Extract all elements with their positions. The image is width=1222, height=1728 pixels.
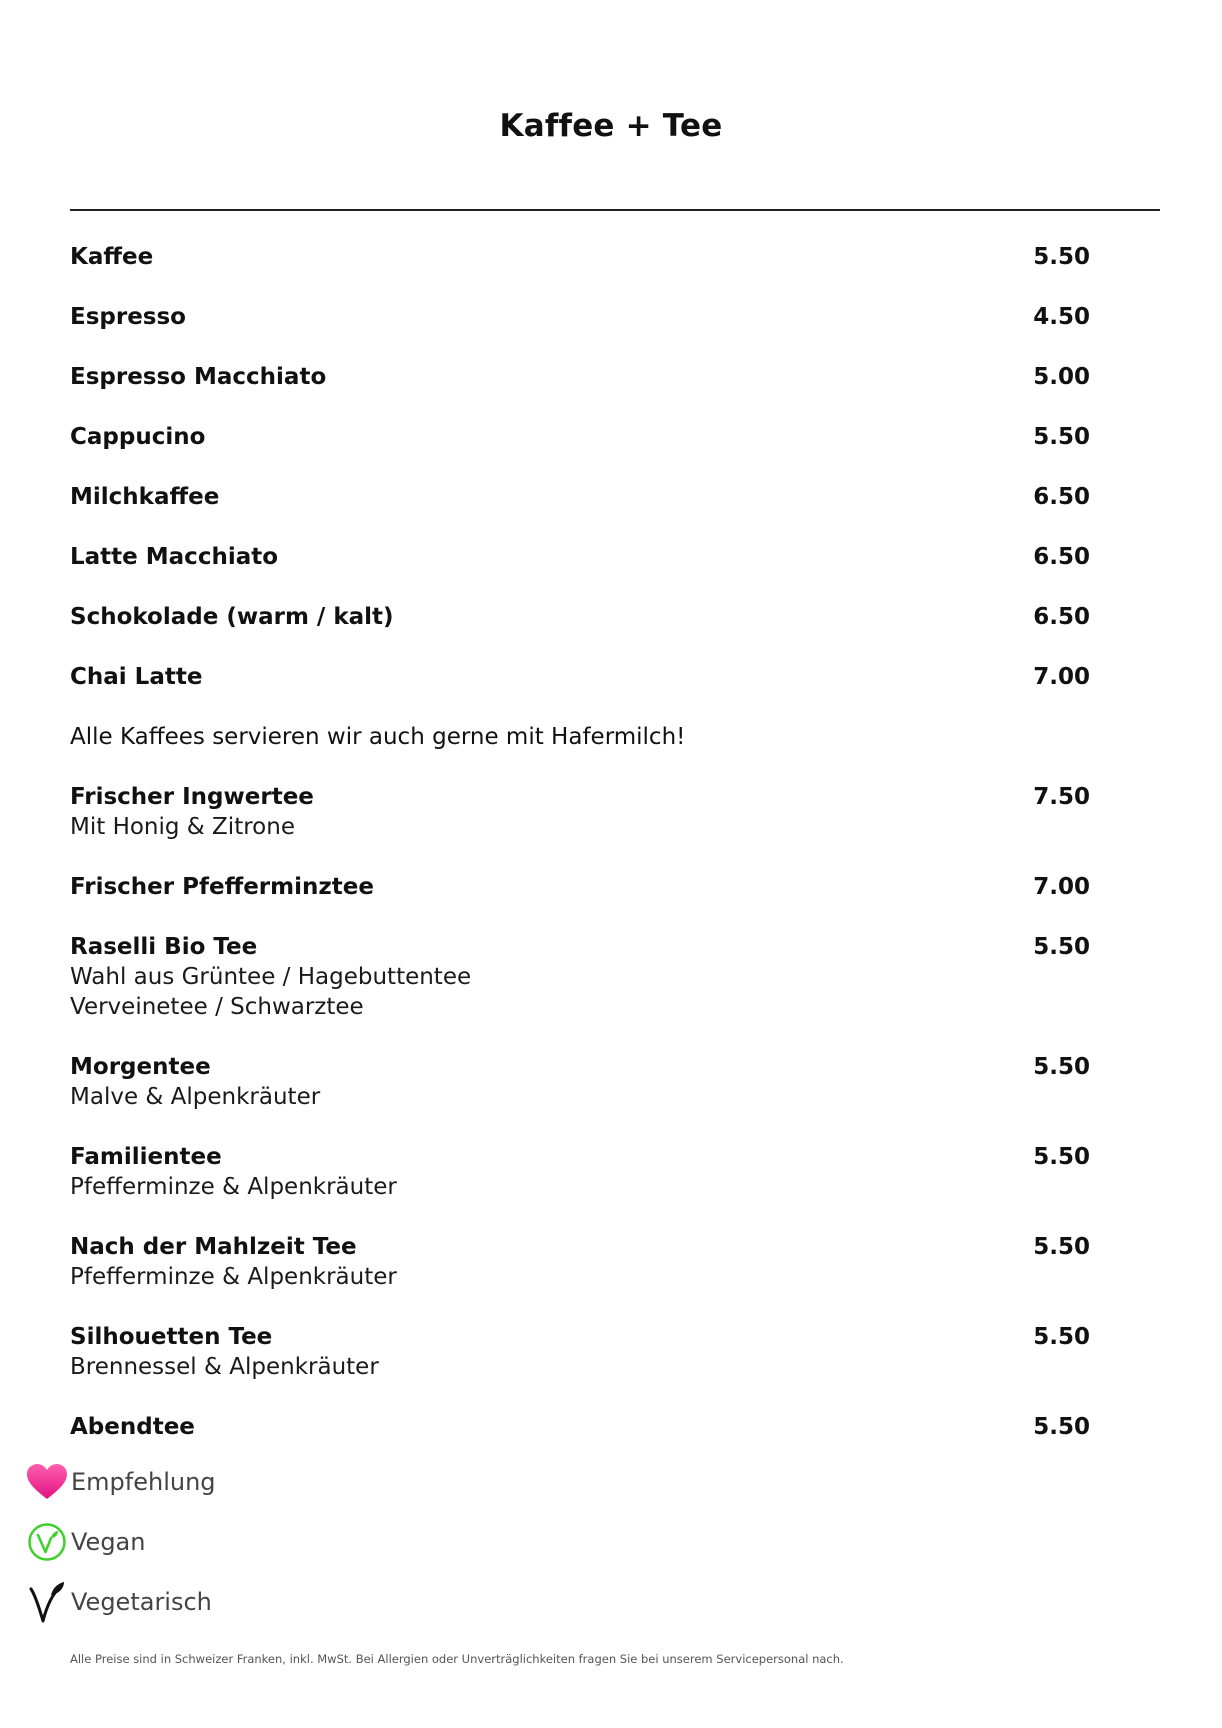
item-price: 5.50	[1033, 244, 1090, 270]
menu-item	[70, 542, 1090, 572]
menu-item	[70, 1232, 1090, 1292]
item-price: 5.50	[1033, 1324, 1090, 1350]
item-price: 6.50	[1033, 484, 1090, 510]
item-description: Pfefferminze & Alpenkräuter	[70, 1174, 397, 1200]
menu-item	[70, 782, 1090, 842]
item-name: Raselli Bio Tee	[70, 934, 258, 960]
oat-milk-note: Alle Kaffees servieren wir auch gerne mit Hafermilch!	[70, 724, 686, 750]
item-name: Nach der Mahlzeit Tee	[70, 1234, 357, 1260]
item-description: Wahl aus Grüntee / Hagebuttentee	[70, 964, 472, 990]
item-price: 6.50	[1033, 544, 1090, 570]
item-price: 5.50	[1033, 424, 1090, 450]
legend-item-recommendation	[25, 1460, 216, 1504]
item-description: Brennessel & Alpenkräuter	[70, 1354, 379, 1380]
menu-item	[70, 1412, 1090, 1442]
menu-item	[70, 362, 1090, 392]
menu-item	[70, 1142, 1090, 1202]
item-price: 5.00	[1033, 364, 1090, 390]
menu-item	[70, 482, 1090, 512]
item-name: Abendtee	[70, 1414, 195, 1440]
item-description: Malve & Alpenkräuter	[70, 1084, 321, 1110]
menu-item	[70, 932, 1090, 1022]
item-name: Cappucino	[70, 424, 206, 450]
item-name: Kaffee	[70, 244, 154, 270]
item-name: Latte Macchiato	[70, 544, 279, 570]
price-disclaimer: Alle Preise sind in Schweizer Franken, inkl. MwSt. Bei Allergien oder Unverträglichkeiten fragen Sie bei unserem Servicepersonal nach.	[70, 1652, 844, 1666]
item-name: Morgentee	[70, 1054, 211, 1080]
item-price: 7.00	[1033, 874, 1090, 900]
item-name: Milchkaffee	[70, 484, 220, 510]
legend-label: Vegetarisch	[71, 1588, 212, 1616]
menu-item	[70, 602, 1090, 632]
item-price: 5.50	[1033, 934, 1090, 960]
item-price: 5.50	[1033, 1234, 1090, 1260]
legend-item-vegetarian	[25, 1580, 216, 1624]
item-price: 4.50	[1033, 304, 1090, 330]
vegan-icon	[25, 1520, 69, 1564]
item-name: Schokolade (warm / kalt)	[70, 604, 394, 630]
menu-item	[70, 872, 1090, 902]
page-title: Kaffee + Tee	[499, 108, 723, 144]
item-name: Familientee	[70, 1144, 222, 1170]
legend	[25, 1460, 216, 1640]
item-description: Pfefferminze & Alpenkräuter	[70, 1264, 397, 1290]
item-name: Silhouetten Tee	[70, 1324, 273, 1350]
item-price: 5.50	[1033, 1414, 1090, 1440]
item-price: 7.00	[1033, 664, 1090, 690]
item-name: Frischer Ingwertee	[70, 784, 314, 810]
menu-item	[70, 422, 1090, 452]
menu-item	[70, 662, 1090, 692]
item-price: 7.50	[1033, 784, 1090, 810]
legend-item-vegan	[25, 1520, 216, 1564]
item-price: 6.50	[1033, 604, 1090, 630]
item-name: Espresso	[70, 304, 186, 330]
menu-list	[70, 242, 1090, 1472]
item-name: Espresso Macchiato	[70, 364, 327, 390]
legend-label: Empfehlung	[71, 1468, 216, 1496]
title-divider	[70, 209, 1160, 211]
item-description: Mit Honig & Zitrone	[70, 814, 295, 840]
menu-item	[70, 302, 1090, 332]
item-description: Verveinetee / Schwarztee	[70, 994, 364, 1020]
menu-item	[70, 1052, 1090, 1112]
menu-item	[70, 242, 1090, 272]
item-name: Frischer Pfefferminztee	[70, 874, 374, 900]
menu-item	[70, 1322, 1090, 1382]
item-name: Chai Latte	[70, 664, 203, 690]
item-price: 5.50	[1033, 1144, 1090, 1170]
heart-icon	[25, 1460, 69, 1504]
vegetarian-leaf-icon	[25, 1580, 69, 1624]
legend-label: Vegan	[71, 1528, 146, 1556]
item-price: 5.50	[1033, 1054, 1090, 1080]
